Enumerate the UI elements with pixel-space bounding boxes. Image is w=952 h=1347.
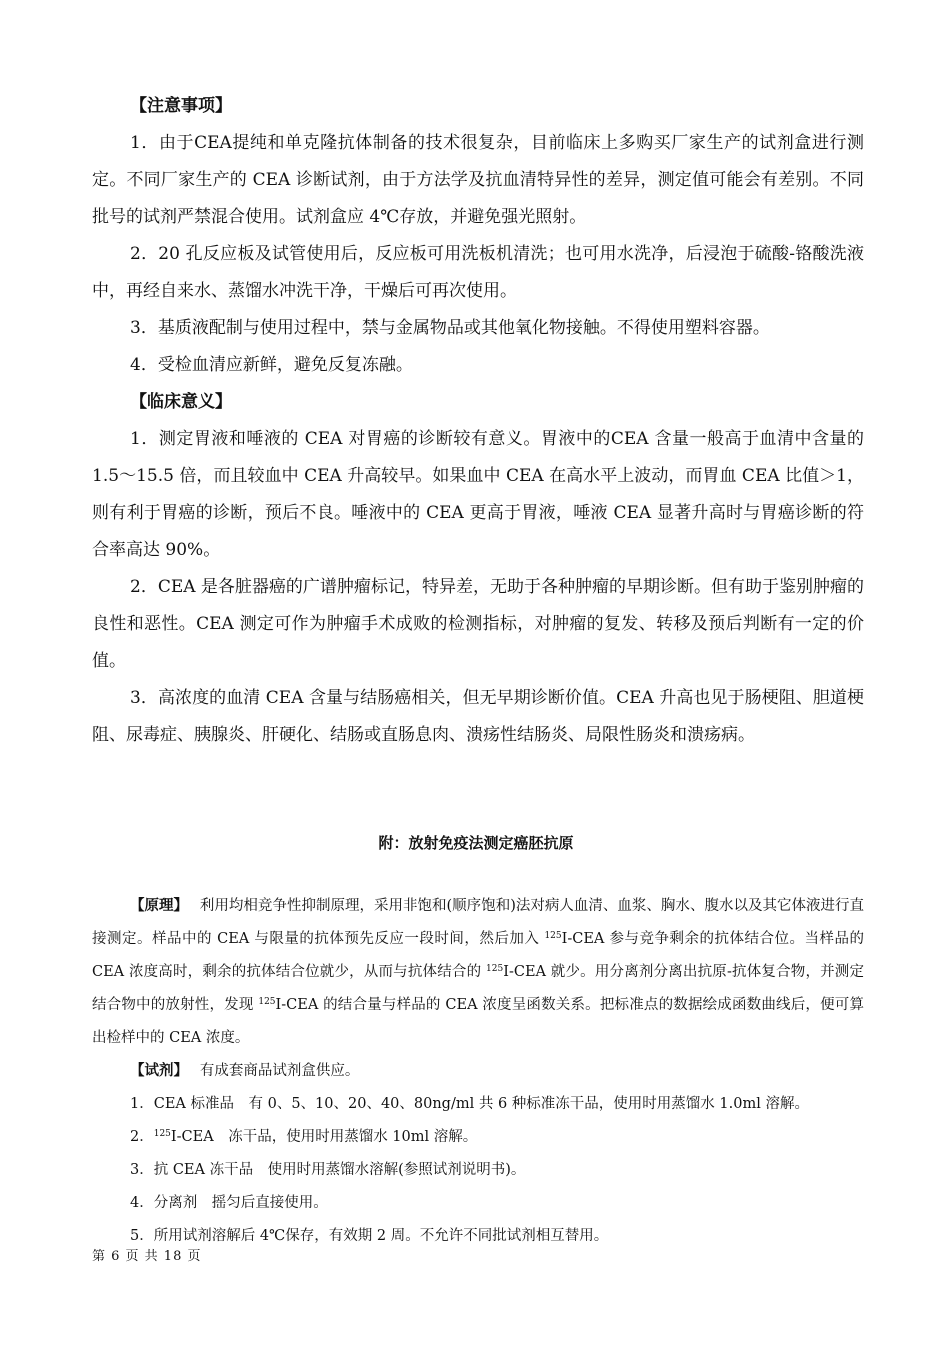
principle-text-2: I-CEA 参与竞争剩余的抗体结合位。当样品的 CEA 浓度高时，剩余的抗体结合位就少，从而与抗体结合的 <box>92 931 864 980</box>
appendix-title: 附：放射免疫法测定癌胚抗原 <box>378 834 574 852</box>
clinical-item-2: 2．CEA 是各脏器癌的广谱肿瘤标记，特异差，无助于各种肿瘤的早期诊断。但有助于鉴别肿瘤的良性和恶性。CEA 测定可作为肿瘤手术成败的检测指标，对肿瘤的复发、转移及预后判断有一定的价值。 <box>92 577 864 671</box>
isotope-superscript: 125 <box>544 931 562 941</box>
clinical-item-3: 3．高浓度的血清 CEA 含量与结肠癌相关，但无早期诊断价值。CEA 升高也见于肠梗阻、胆道梗阻、尿毒症、胰腺炎、肝硬化、结肠或直肠息肉、溃疡性结肠炎、局限性肠炎和溃疡病。 <box>92 688 864 745</box>
isotope-superscript: 125 <box>258 997 276 1007</box>
appendix-section <box>92 890 864 1253</box>
reagent-2-number: 2． <box>130 1129 154 1145</box>
reagents-label: 【试剂】 <box>130 1063 181 1079</box>
notes-section <box>92 88 864 754</box>
notes-item-2: 2．20 孔反应板及试管使用后，反应板可用洗板机清洗；也可用水洗净，后浸泡于硫酸-铬酸洗液中，再经自来水、蒸馏水冲洗干净，干燥后可再次使用。 <box>92 244 864 301</box>
reagent-item-2 <box>92 1121 864 1154</box>
clinical-item-1: 1．测定胃液和唾液的 CEA 对胃癌的诊断较有意义。胃液中的CEA 含量一般高于血清中含量的 1.5～15.5 倍，而且较血中 CEA 升高较早。如果血中 CEA 在高水平上波动，而胃血 CEA 比值＞1，则有利于胃癌的诊断，预后不良。唾液中的 CEA 更高于胃液，唾液 CEA 显著升高时与胃癌诊断的符合率高达 90%。 <box>92 429 864 560</box>
reagents-intro: 有成套商品试剂盒供应。 <box>199 1063 360 1079</box>
reagents-paragraph <box>92 1055 864 1088</box>
clinical-heading: 【临床意义】 <box>130 392 232 412</box>
reagent-item-3: 3．抗 CEA 冻干品 使用时用蒸馏水溶解(参照试剂说明书)。 <box>130 1162 526 1178</box>
notes-item-3: 3．基质液配制与使用过程中，禁与金属物品或其他氧化物接触。不得使用塑料容器。 <box>130 318 770 338</box>
notes-item-1: 1．由于CEA提纯和单克隆抗体制备的技术很复杂，目前临床上多购买厂家生产的试剂盒进行测定。不同厂家生产的 CEA 诊断试剂，由于方法学及抗血清特异性的差异，测定值可能会有差别。不同批号的试剂严禁混合使用。试剂盒应 4℃存放，并避免强光照射。 <box>92 133 864 227</box>
principle-text-4: I-CEA 的结合量与样品的 CEA 浓度呈函数关系。把标准点的数据绘成函数曲线后，便可算出检样中的 CEA 浓度。 <box>92 997 864 1046</box>
principle-text-1: 利用均相竞争性抑制原理，采用非饱和(顺序饱和)法对病人血清、血浆、胸水、腹水以及其它体液进行直接测定。样品中的 CEA 与限量的抗体预先反应一段时间，然后加入 <box>92 898 865 947</box>
page-footer: 第 6 页 共 18 页 <box>92 1249 202 1264</box>
isotope-superscript: 125 <box>486 964 504 974</box>
reagent-2-text: I-CEA 冻干品，使用时用蒸馏水 10ml 溶解。 <box>170 1129 478 1145</box>
isotope-superscript: 125 <box>153 1129 171 1139</box>
principle-paragraph <box>92 890 864 1055</box>
reagent-item-1: 1．CEA 标准品 有 0、5、10、20、40、80ng/ml 共 6 种标准冻干品，使用时用蒸馏水 1.0ml 溶解。 <box>130 1096 809 1112</box>
notes-item-4: 4．受检血清应新鲜，避免反复冻融。 <box>130 355 413 375</box>
reagent-item-5: 5．所用试剂溶解后 4℃保存，有效期 2 周。不允许不同批试剂相互替用。 <box>130 1228 609 1244</box>
principle-text-3: I-CEA 就少。用分离剂分离出抗原-抗体复合物，并测定结合物中的放射性，发现 <box>92 964 864 1013</box>
notes-heading: 【注意事项】 <box>130 96 232 116</box>
reagent-item-4: 4．分离剂 摇匀后直接使用。 <box>130 1195 328 1211</box>
principle-label: 【原理】 <box>130 898 181 914</box>
